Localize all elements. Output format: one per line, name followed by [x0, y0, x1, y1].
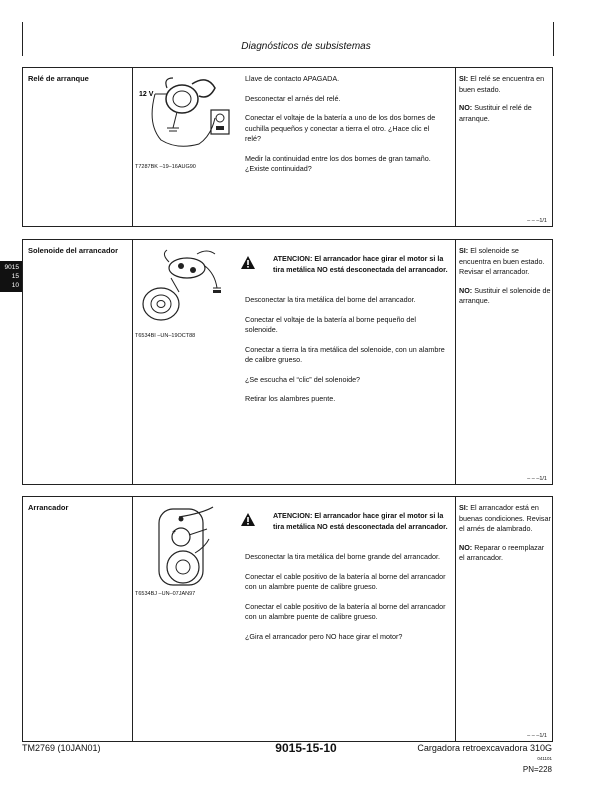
result-column — [459, 503, 551, 572]
section-title: Arrancador — [28, 503, 69, 512]
column-divider — [455, 68, 456, 226]
footer-machine-title: Cargadora retroexcavadora 310G — [417, 743, 552, 753]
si-label: SI: — [459, 246, 469, 255]
column-divider — [132, 68, 133, 226]
no-text: Sustituir el relé de arranque. — [459, 103, 532, 123]
step-text: Desconectar la tira metálica del borne del arrancador. — [245, 295, 416, 304]
step-text: Desconectar el arnés del relé. — [245, 93, 341, 103]
caution-text: ATENCION: El arrancador hace girar el motor si la tira metálica NO está desconectada del arrancador. — [273, 511, 448, 531]
tab-line-2: 15 — [11, 273, 19, 280]
caution-text: ATENCION: El arrancador hace girar el motor si la tira metálica NO está desconectada del arrancador. — [273, 254, 448, 274]
voltage-label: 12 V — [139, 91, 154, 98]
warning-icon — [241, 256, 255, 269]
step-text: Conectar a tierra la tira metálica del solenoide, con un alambre de calibre grueso. — [245, 344, 445, 364]
section-starter-solenoid — [22, 239, 553, 485]
footer-manual-code: TM2769 (10JAN01) — [22, 743, 101, 753]
procedure-steps — [245, 552, 449, 651]
continuation-mark: – – –1/1 — [527, 476, 547, 482]
procedure-steps — [245, 74, 445, 184]
relay-diagram — [137, 74, 237, 154]
si-text: El solenoide se encuentra en buen estado. Revisar el arrancador. — [459, 246, 545, 276]
tab-line-1: 9015 — [4, 264, 19, 271]
svg-text:+: + — [172, 529, 177, 536]
section-title: Relé de arranque — [28, 74, 89, 83]
si-text: El relé se encuentra en buen estado. — [459, 74, 545, 94]
continuation-mark: – – –1/1 — [527, 218, 547, 224]
section-title: Solenoide del arrancador — [28, 246, 119, 255]
section-tab — [0, 261, 22, 292]
page-header-title: Diagnósticos de subsistemas — [241, 41, 371, 52]
result-column — [459, 246, 551, 315]
warning-icon — [241, 513, 255, 526]
footer-pn: PN=228 — [522, 765, 552, 774]
si-label: SI: — [459, 74, 469, 83]
continuation-mark: – – –1/1 — [527, 733, 547, 739]
step-text: ¿Gira el arrancador pero NO hace girar el motor? — [245, 631, 403, 641]
no-label: NO: — [459, 285, 473, 295]
column-divider — [455, 497, 456, 741]
column-divider — [132, 497, 133, 741]
step-text: Retirar los alambres puente. — [245, 394, 336, 403]
no-text: Reparar o reemplazar el arrancador. — [459, 542, 545, 562]
result-column — [459, 74, 551, 132]
column-divider — [132, 240, 133, 484]
step-text: Conectar el cable positivo de la batería al borne del arrancador con un alambre puente de calibre grueso. — [245, 571, 446, 591]
figure-caption: T7287BK –19–16AUG90 — [135, 164, 196, 170]
footer-page-number: 9015-15-10 — [275, 741, 337, 755]
step-text: Desconectar la tira metálica del borne grande del arrancador. — [245, 552, 440, 561]
solenoid-diagram — [137, 248, 227, 328]
procedure-steps — [245, 295, 449, 414]
column-divider — [455, 240, 456, 484]
si-text: El arrancador está en buenas condiciones. Revisar el arnés de alambrado. — [459, 503, 551, 533]
no-label: NO: — [459, 103, 473, 112]
figure-caption: T6534BI –UN–19OCT88 — [135, 333, 196, 339]
step-text: Medir la continuidad entre los dos bornes de gran tamaño. ¿Existe continuidad? — [245, 153, 431, 173]
step-text: Llave de contacto APAGADA. — [245, 74, 340, 83]
section-starter-relay — [22, 67, 553, 227]
no-label: NO: — [459, 542, 473, 552]
step-text: ¿Se escucha el “clic” del solenoide? — [245, 374, 361, 384]
step-text: Conectar el voltaje de la batería al borne pequeño del solenoide. — [245, 314, 417, 334]
step-text: Conectar el cable positivo de la batería al borne del arrancador con un alambre puente de calibre grueso. — [245, 601, 446, 621]
step-text: Conectar el voltaje de la batería a uno de los dos bornes de cuchilla pequeños y conectar a tierra el otro. ¿Hace clic el relé? — [245, 113, 436, 143]
tab-line-3: 10 — [11, 282, 19, 289]
footer-date-code: 041101 — [537, 756, 552, 761]
no-text: Sustituir el solenoide de arranque. — [459, 285, 551, 305]
si-label: SI: — [459, 503, 469, 512]
section-starter — [22, 496, 553, 742]
starter-diagram — [149, 505, 229, 589]
figure-caption: T6534BJ –UN–07JAN97 — [135, 591, 196, 597]
